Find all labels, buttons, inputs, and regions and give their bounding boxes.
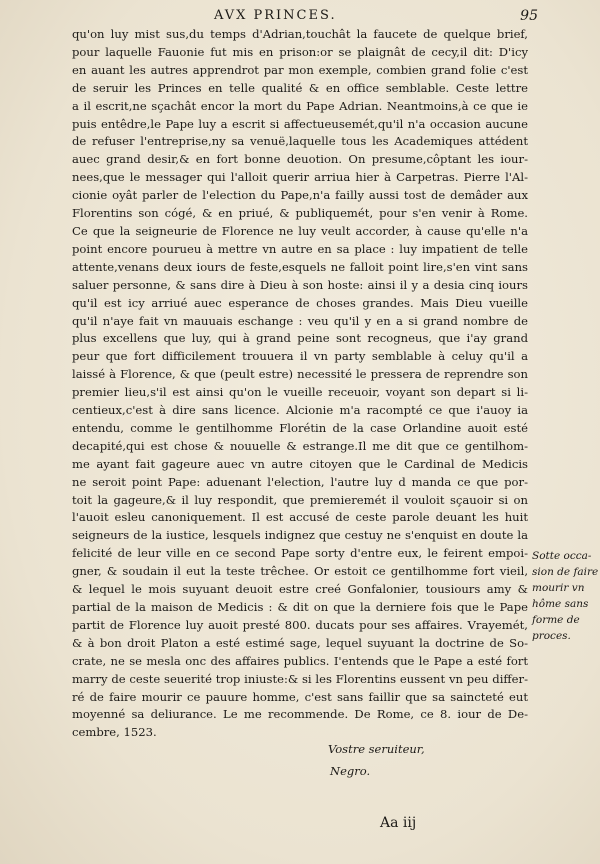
letter-body — [72, 26, 528, 742]
text-line: peur que fort difficilement trouuera il vn party semblable à celuy qu'il a — [72, 349, 528, 364]
text-line: ne seroit point Pape: aduenant l'election, l'autre luy d manda ce que por- — [72, 474, 528, 489]
text-line: attente,venans deux iours de feste,esquels ne falloit point lire,s'en vint sans — [72, 259, 528, 274]
text-line: decapité,qui est chose & nouuelle & estrange.Il me dit que ce gentilhom- — [72, 438, 528, 453]
text-line: plus excellens que luy, qui à grand peine sont recogneus, que i'ay grand — [72, 331, 528, 346]
text-line: me ayant fait gageure auec vn autre citoyen que le Cardinal de Medicis — [72, 456, 528, 471]
text-line: qu'il n'aye fait vn mauuais eschange : veu qu'il y en a si grand nombre de — [72, 313, 528, 328]
text-line: en auant les autres apprendrot par mon exemple, combien grand folie c'est — [72, 62, 528, 77]
text-line: cionie oyât parler de l'election du Pape,n'a failly aussi tost de demâder aux — [72, 188, 528, 203]
text-line: toit la gageure,& il luy respondit, que premieremét il vouloit sçauoir si on — [72, 492, 528, 507]
text-line: & à bon droit Platon a esté estimé sage, lequel suyuant la doctrine de So- — [72, 635, 528, 650]
marginal-note-line: mourir vn — [532, 582, 585, 594]
marginal-note-line: Sotte occa- — [532, 550, 592, 562]
text-line: felicité de leur ville en ce second Pape sorty d'entre eux, le feirent empoi- — [72, 546, 528, 561]
closing-salutation: Vostre seruiteur, — [328, 742, 425, 756]
text-line: ré de faire mourir ce pauure homme, c'est sans faillir que sa saincteté eut — [72, 689, 528, 704]
text-line: nees,que le messager qui l'alloit querir arriua hier à Carpetras. Pierre l'Al- — [72, 170, 528, 185]
text-line: a il escrit,ne sçachât encor la mort du Pape Adrian. Neantmoins,à ce que ie — [72, 98, 528, 113]
text-line: Florentins son cógé, & en priué, & publiquemét, pour s'en venir à Rome. — [72, 206, 528, 221]
text-line: point encore pourueu à mettre vn autre en sa place : luy impatient de telle — [72, 241, 528, 256]
marginal-note-line: forme de — [532, 614, 580, 626]
text-line: qu'il est icy arriué auec esperance de choses grandes. Mais Dieu vueille — [72, 295, 528, 310]
running-head: AVX PRINCES. — [214, 8, 337, 23]
text-line: partial de la maison de Medicis : & dit on que la derniere fois que le Pape — [72, 600, 528, 614]
text-line: puis entêdre,le Pape luy a escrit si affectueusemét,qu'il n'a occasion aucune — [72, 116, 528, 131]
letter-closing — [328, 738, 425, 782]
signature-mark: Aa iij — [380, 815, 417, 831]
text-line: laissé à Florence, & que (peult estre) necessité le pressera de reprendre son — [72, 367, 528, 382]
text-line: saluer personne, & sans dire à Dieu à son hoste: ainsi il y a desia cinq iours — [72, 277, 528, 292]
text-line: & lequel le mois suyuant deuoit estre creé Gonfalonier, tousiours amy & — [72, 582, 528, 597]
text-line: de seruir les Princes en telle qualité & en office semblable. Ceste lettre — [72, 80, 528, 95]
marginal-note-line: sion de faire — [532, 566, 599, 578]
marginal-note-line: hôme sans — [532, 598, 589, 610]
closing-signature: Negro. — [330, 764, 371, 778]
text-line: crate, ne se mesla onc des affaires publics. I'entends que le Pape a esté fort — [72, 653, 528, 668]
text-line: entendu, comme le gentilhomme Florétin de la case Orlandine auoit esté — [72, 420, 528, 435]
text-line: partit de Florence luy auoit presté 800. ducats pour ses affaires. Vrayemét, — [72, 617, 528, 632]
text-line: seigneurs de la iustice, lesquels indignez que cestuy ne s'enquist en doute la — [72, 528, 528, 543]
text-line: l'auoit esleu canoniquement. Il est accusé de ceste parole deuant les huit — [72, 510, 528, 525]
text-line: centieux,c'est à dire sans licence. Alcionie m'a racompté ce que i'auoy ia — [72, 403, 528, 418]
text-line: marry de ceste seuerité trop iniuste:& si les Florentins eussent vn peu differ- — [72, 671, 528, 686]
page-number: 95 — [520, 8, 538, 24]
text-line: qu'on luy mist sus,du temps d'Adrian,touchât la faucete de quelque brief, — [72, 27, 528, 41]
marginal-note — [532, 548, 599, 644]
text-line: de refuser l'entreprise,ny sa venuë,laquelle tous les Academiques attédent — [72, 134, 528, 149]
text-line: pour laquelle Fauonie fut mis en prison:or se plaignât de cecy,il dit: D'icy — [72, 44, 528, 59]
text-line: cembre, 1523. — [72, 725, 157, 740]
text-line: moyenné sa deliurance. Le me recommende. De Rome, ce 8. iour de De- — [72, 707, 528, 722]
text-line: gner, & soudain il eut la teste trêchee. Or estoit ce gentilhomme fort vieil, — [72, 564, 528, 579]
text-line: premier lieu,s'il est ainsi qu'on le vueille receuoir, voyant son depart si li- — [72, 385, 528, 400]
marginal-note-line: proces. — [532, 630, 571, 642]
text-line: Ce que la seigneurie de Florence ne luy veult accorder, à cause qu'elle n'a — [72, 223, 528, 238]
text-line: auec grand desir,& en fort bonne deuotion. On presume,côptant les iour- — [72, 152, 528, 167]
